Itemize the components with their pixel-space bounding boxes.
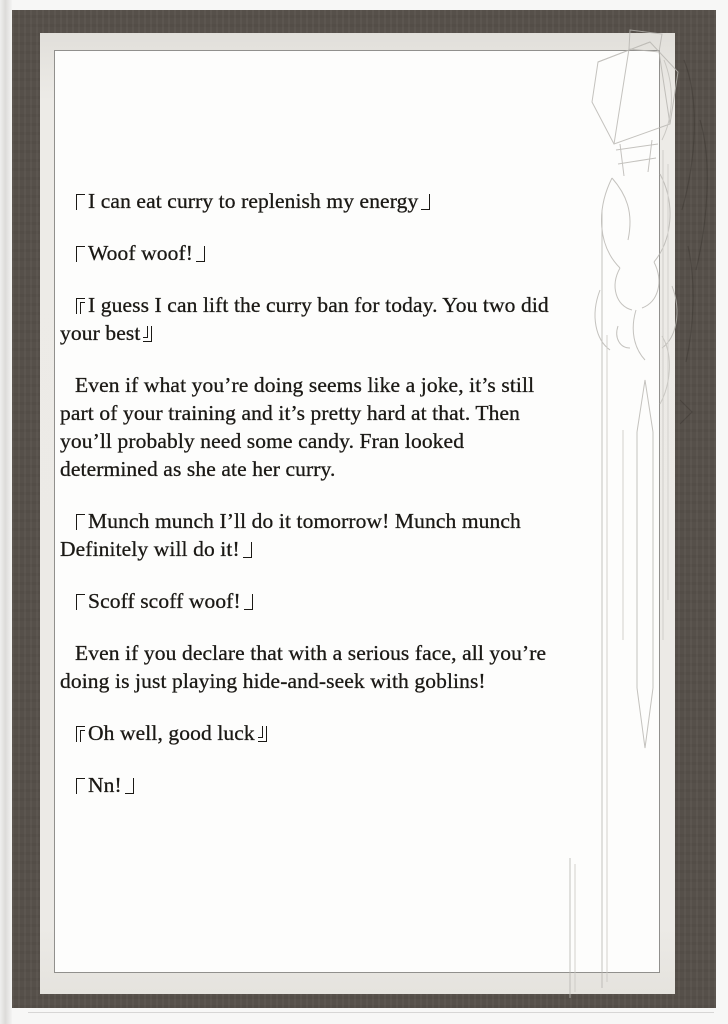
corner-bracket-close-icon <box>196 246 205 262</box>
paragraph <box>60 187 647 215</box>
scan-edge-shadow-left <box>0 0 12 1024</box>
text-line: Oh well, good luck <box>60 719 647 747</box>
text-line: determined as she ate her curry. <box>60 457 336 481</box>
text-line: Nn! <box>60 771 647 799</box>
text-line: Even if what you’re doing seems like a joke, it’s still <box>75 373 535 397</box>
paragraph <box>60 587 647 615</box>
text-line: Definitely will do it! <box>60 535 647 563</box>
paragraph <box>60 639 647 695</box>
corner-bracket-close-icon <box>244 594 253 610</box>
paragraph <box>60 371 647 483</box>
text-line: doing is just playing hide-and-seek with goblins! <box>60 669 486 693</box>
text-line: Munch munch I’ll do it tomorrow! Munch munch <box>60 507 647 535</box>
text-line: you’ll probably need some candy. Fran looked <box>60 429 465 453</box>
text-line: Woof woof! <box>60 239 647 267</box>
corner-bracket-open-icon <box>76 778 85 794</box>
scan-edge-shadow-bottom <box>28 1012 714 1013</box>
paragraph <box>60 239 647 267</box>
text-line: your best <box>60 319 647 347</box>
text-line: part of your training and it’s pretty hard at that. Then <box>60 401 521 425</box>
paragraph <box>60 771 647 799</box>
corner-bracket-open-icon <box>76 514 85 530</box>
corner-bracket-close-icon <box>243 542 252 558</box>
double-corner-bracket-close-icon <box>143 326 152 342</box>
double-corner-bracket-open-icon <box>76 298 85 314</box>
corner-bracket-open-icon <box>76 194 85 210</box>
text-line: I can eat curry to replenish my energy <box>60 187 647 215</box>
double-corner-bracket-close-icon <box>258 726 267 742</box>
paragraph <box>60 719 647 747</box>
paragraph <box>60 507 647 563</box>
text-line: Even if you declare that with a serious face, all you’re <box>75 641 547 665</box>
text-block <box>55 51 655 971</box>
corner-bracket-open-icon <box>76 594 85 610</box>
text-line: I guess I can lift the curry ban for today. You two did <box>60 291 647 319</box>
corner-bracket-open-icon <box>76 246 85 262</box>
double-corner-bracket-open-icon <box>76 726 85 742</box>
paragraph <box>60 291 647 347</box>
corner-bracket-close-icon <box>421 194 430 210</box>
text-line: Scoff scoff woof! <box>60 587 647 615</box>
corner-bracket-close-icon <box>125 778 134 794</box>
